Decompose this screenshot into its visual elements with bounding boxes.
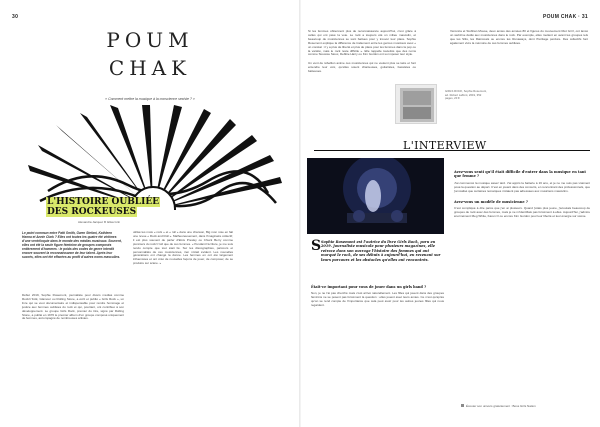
book-caption: GIRLS ROCK, Sophie Rosemont, éd. Robert Laffont, 2019, 352 pages, 20 € (445, 89, 487, 100)
music-icon (461, 404, 464, 407)
interview-right-column (454, 170, 590, 219)
book-cover-art (396, 85, 438, 125)
interview-title: L'INTERVIEW (403, 139, 487, 152)
dropcap: S (311, 238, 322, 254)
byline: Alexandra Jacquet ★ Elisa Grin (78, 220, 121, 224)
right-column-text (308, 30, 416, 74)
interview-left-column (311, 285, 444, 308)
sunburst-illustration (18, 105, 288, 210)
answer-3: C'est compliqué à dire parce que j'en ai plusieurs. Quand j'étais plus jeune, j'écoutais beaucoup de groupes de rock avec des femmes, mais je ne m'identifiais pas forcément à elles. Aujourd'hui, j'admire énormément Meg White, Karen O ou encore Kim Gordon pour leur liberté et leur énergie sur scène. (454, 205, 590, 218)
concert-photo-image (307, 158, 444, 234)
answer-1: Non, je ne l'ai pas cherché mais c'est arrivé naturellement. Les filles qui jouent dans des groupes féminins ne se posent pas forcément la question : elles jouent avec leurs amies. Ce n'est qu'après qu'on se rend compte de l'importance que cela peut avoir pour les autres jeunes filles qui nous regardent. (311, 291, 444, 308)
right-column-paragraph-2: Un vent de rébellion anime ces musiciennes qui ne veulent plus se taire et font entendre leur voix, qu'elles soient chanteuses, guitaristes, bassistes ou batteuses. (308, 61, 416, 74)
article-headline (46, 197, 160, 217)
book-cover (395, 84, 437, 124)
masthead-top: POUM (106, 28, 194, 52)
photo-intro: Sophie Rosemont est l'autrice du livre Girls Rock, paru en 2019. Journaliste musicale pour plusieurs magazines, elle retrace dans son ouvrage l'histoire des femmes qui ont marqué le rock, de ses débuts à aujourd'hui, en revenant sur leurs parcours et les obstacles qu'elles ont rencontrés. (321, 240, 441, 262)
left-column-text-2: utilisé les mots « rock » et « roll » dans une chanson, Big mon noie en fait une revue « Rock and Roll ». Malheureusement, dans l'imaginaire collectif, il est plus souvent de parler d'Elvis Presley ou Chuck Berry comme pionniers du rock’n’roll que de ces femmes. « Pendant l'écriture, je me suis rendu compte que tout était lié. Sur les discographies, parcours et personnalités de ces musiciennes, rien n'était évident. Les nouvelles générations ont changé la donne. Les femmes en ont été largement influencées et ont créé de nouvelles façons de jouer, de composer, de se produire sur scène. » (133, 230, 233, 266)
headline-line-1: L'HISTOIRE OUBLIÉE (47, 197, 160, 207)
footer-note: Écouter son univers gratuitement : Boss Girls Nation (466, 404, 536, 408)
question-3: Avez-vous un modèle de musicienne ? (454, 199, 528, 204)
concert-photo (307, 158, 444, 234)
question-2: Avez-vous senti qu'il était difficile d'entrer dans la musique en tant que femme ? (454, 170, 587, 179)
question-1: Était-ce important pour vous de jouer dans un girls band ? (311, 285, 427, 289)
article-lead: Le point commun entre Patti Smith, Gwen Stefani, Kathleen Hanna et Annie Clark ? Elles ont toutes les quatre été victimes d’une ventriloquie dans le monde des médias musicaux. Souvent, elles ont été la seule figure féminine de groupes composés entièrement d'hommes : le poids des codes de genre interdit encore souvent la reconnaissance de leur talent. Après leur succès, elles ont été effacées au profit d'autres noms masculins. (22, 231, 122, 259)
page-number-right: POUM CHAK · 31 (542, 14, 588, 20)
answer-2: J'ai commencé la musique assez tard. J'ai appris la batterie à 16 ans, et je ne me suis pas vraiment posé la question au départ. C'est en jouant dans des concerts, en rencontrant des professionnels, que j'ai réalisé que certaines remarques n'étaient pas adressées aux musiciens masculins. (454, 180, 590, 193)
headline-line-2: DES ROCKEUSES (47, 207, 137, 217)
masthead-bottom: CHAK (108, 56, 192, 80)
right-column-paragraph-1: Si les femmes obtiennent plus de reconnaissance aujourd'hui, c'est grâce à celles qui ont pavé la voie. Le rock a toujours été un milieu masculin, et beaucoup de musiciennes se sont battues pour y trouver leur place. Sophie Rosemont explique la différence de traitement entre les genres musicaux avec « un constat : il y a plus de liberté et plus de place pour les femmes dans la pop ou la variété, mais le rock reste difficile ». Elle rappelle toutefois que des noms comme Siouxsie Sioux, Debbie Harry ou Kim Gordon ont su imposer leur style. (308, 29, 416, 57)
page-number-left: 30 (12, 14, 19, 20)
right-column-text-2: Véronica et Siobhan Mouse, deux amies des années 80 et figures du mouvement Riot Grrrl, ont lancé un webzine dédié aux musiciennes dans le rock. Par exemple, elles mettent en avant les groupes tels que les Slits, les Raincoats ou encore les Runaways, dont l'héritage perdure. Des collectifs font également vivre la mémoire de ces femmes oubliées. (450, 29, 588, 45)
left-column-text: Début 2019, Sophie Rosemont, journaliste pour divers médias comme Rock’n’Folk, Glamour ou Rolling Stone, a écrit et publié « Girls Rock », un livre qui se veut documentaire et indispensable pour rendre hommage et justice aux femmes oubliées du rock et qui, pourtant, ont contribué à son développement. Le groupe Girls Rock, premier du titre, signé par Rolling Stone, a publié en 1976 le premier album d'un groupe composé uniquement de femmes, accompagné de nombreuses artistes. (22, 293, 124, 321)
masthead-quote: « Comment mettre la musique à la conscience sexiste ? » (105, 97, 195, 101)
